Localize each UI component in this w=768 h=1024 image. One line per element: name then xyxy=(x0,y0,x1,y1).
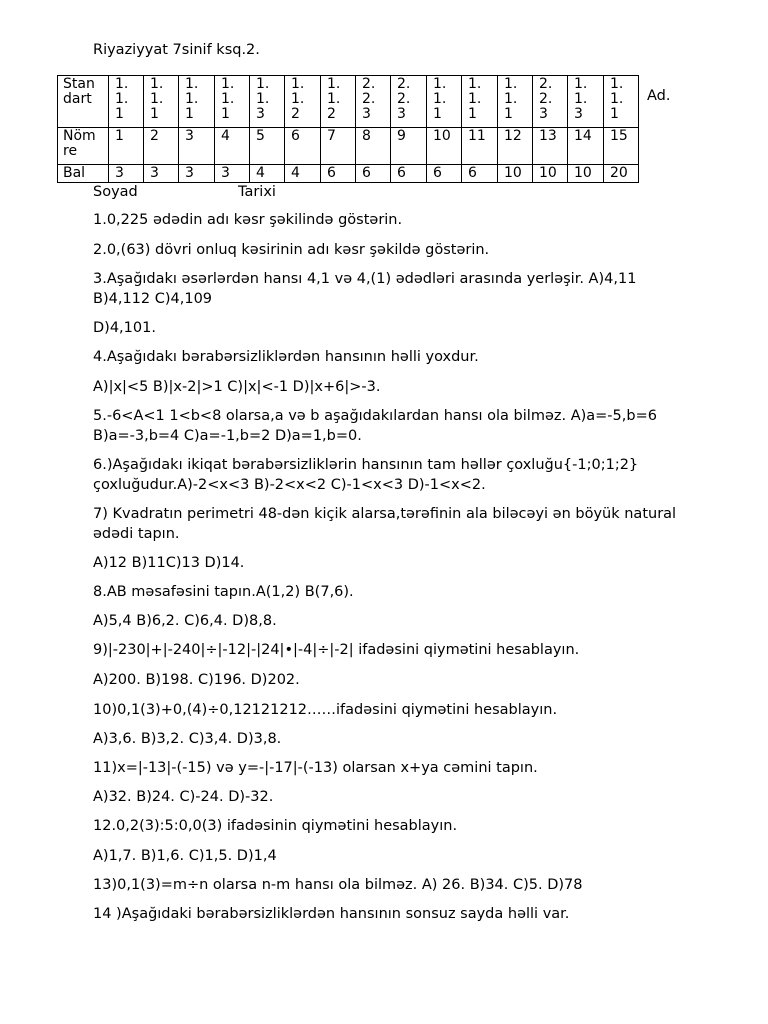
question-8-options: A)5,4 B)6,2. C)6,4. D)8,8. xyxy=(93,613,277,629)
question-8: 8.AB məsafəsini tapın.A(1,2) B(7,6). xyxy=(93,584,354,600)
standard-cell: 1. 1. 3 xyxy=(568,76,604,128)
score-cell: 6 xyxy=(391,165,427,183)
score-cell: 3 xyxy=(144,165,179,183)
date-label: Tarixi xyxy=(238,184,276,200)
question-14: 14 )Aşağıdaki bərabərsizliklərdən hansının sonsuz sayda həlli var. xyxy=(93,906,570,922)
page-title: Riyaziyyat 7sinif ksq.2. xyxy=(93,42,260,58)
standard-cell: 1. 1. 1 xyxy=(109,76,144,128)
number-cell: 2 xyxy=(144,128,179,165)
question-7: 7) Kvadratın perimetri 48-dən kiçik alarsa,tərəfinin ala biləcəyi ən böyük natural ədədi tapın. xyxy=(93,506,677,542)
surname-label: Soyad xyxy=(93,184,138,200)
standards-table xyxy=(57,75,639,183)
row-label-number: Nöm re xyxy=(58,128,109,165)
score-cell: 3 xyxy=(179,165,215,183)
score-cell: 4 xyxy=(285,165,321,183)
number-cell: 3 xyxy=(179,128,215,165)
standard-cell: 1. 1. 1 xyxy=(604,76,639,128)
number-cell: 6 xyxy=(285,128,321,165)
standard-cell: 1. 1. 1 xyxy=(427,76,462,128)
score-cell: 10 xyxy=(568,165,604,183)
standard-cell: 2. 2. 3 xyxy=(391,76,427,128)
score-cell: 3 xyxy=(109,165,144,183)
question-9-options: A)200. B)198. C)196. D)202. xyxy=(93,672,300,688)
score-cell: 3 xyxy=(215,165,250,183)
number-cell: 9 xyxy=(391,128,427,165)
score-cell: 4 xyxy=(250,165,285,183)
standard-cell: 1. 1. 2 xyxy=(285,76,321,128)
question-12-options: A)1,7. B)1,6. C)1,5. D)1,4 xyxy=(93,848,277,864)
standard-cell: 1. 1. 1 xyxy=(498,76,533,128)
question-10-options: A)3,6. B)3,2. C)3,4. D)3,8. xyxy=(93,731,282,747)
score-row xyxy=(58,165,639,183)
question-9: 9)|-230|+|-240|÷|-12|-|24|•|-4|÷|-2| ifadəsini qiymətini hesablayın. xyxy=(93,642,580,658)
number-cell: 13 xyxy=(533,128,568,165)
score-cell: 10 xyxy=(498,165,533,183)
number-row xyxy=(58,128,639,165)
score-cell: 6 xyxy=(462,165,498,183)
standard-cell: 1. 1. 1 xyxy=(215,76,250,128)
standard-cell: 1. 1. 2 xyxy=(321,76,356,128)
standard-cell: 1. 1. 1 xyxy=(144,76,179,128)
score-cell: 10 xyxy=(533,165,568,183)
number-cell: 4 xyxy=(215,128,250,165)
question-13: 13)0,1(3)=m÷n olarsa n-m hansı ola bilməz. A) 26. B)34. C)5. D)78 xyxy=(93,877,583,893)
score-cell: 20 xyxy=(604,165,639,183)
question-3: 3.Aşağıdakı əsərlərdən hansı 4,1 və 4,(1) ədədləri arasında yerləşir. A)4,11 B)4,112 C)4,109 xyxy=(93,271,637,307)
question-5: 5.-6<A<1 1<b<8 olarsa,a və b aşağıdakılardan hansı ola bilməz. A)a=-5,b=6 B)a=-3,b=4 C)a=-1,b=2 D)a=1,b=0. xyxy=(93,408,657,444)
question-11: 11)x=|-13|-(-15) və y=-|-17|-(-13) olarsan x+ya cəmini tapın. xyxy=(93,760,538,776)
score-cell: 6 xyxy=(427,165,462,183)
number-cell: 15 xyxy=(604,128,639,165)
number-cell: 8 xyxy=(356,128,391,165)
standard-cell: 1. 1. 1 xyxy=(462,76,498,128)
number-cell: 12 xyxy=(498,128,533,165)
number-cell: 5 xyxy=(250,128,285,165)
row-label-standard: Stan dart xyxy=(58,76,109,128)
question-2: 2.0,(63) dövri onluq kəsirinin adı kəsr şəkildə göstərin. xyxy=(93,242,490,258)
question-11-options: A)32. B)24. C)-24. D)-32. xyxy=(93,789,274,805)
question-4: 4.Aşağıdakı bərabərsizliklərdən hansının həlli yoxdur. xyxy=(93,349,479,365)
number-cell: 10 xyxy=(427,128,462,165)
number-cell: 7 xyxy=(321,128,356,165)
score-cell: 6 xyxy=(321,165,356,183)
question-6: 6.)Aşağıdakı ikiqat bərabərsizliklərin hansının tam həllər çoxluğu{-1;0;1;2} çoxluğudur.A)-2<x<3 B)-2<x<2 C)-1<x<3 D)-1<x<2. xyxy=(93,457,639,493)
standard-cell: 2. 2. 3 xyxy=(533,76,568,128)
question-4-options: A)|x|<5 B)|x-2|>1 C)|x|<-1 D)|x+6|>-3. xyxy=(93,379,381,395)
row-label-score: Bal xyxy=(58,165,109,183)
number-cell: 14 xyxy=(568,128,604,165)
score-cell: 6 xyxy=(356,165,391,183)
standard-cell: 1. 1. 1 xyxy=(179,76,215,128)
standard-row xyxy=(58,76,639,128)
name-label: Ad. xyxy=(647,88,671,104)
number-cell: 11 xyxy=(462,128,498,165)
question-10: 10)0,1(3)+0,(4)÷0,12121212……ifadəsini qiymətini hesablayın. xyxy=(93,702,558,718)
standard-cell: 1. 1. 3 xyxy=(250,76,285,128)
question-1: 1.0,225 ədədin adı kəsr şəkilində göstərin. xyxy=(93,212,403,228)
question-12: 12.0,2(3):5:0,0(3) ifadəsinin qiymətini hesablayın. xyxy=(93,818,458,834)
question-7-options: A)12 B)11C)13 D)14. xyxy=(93,555,245,571)
question-3-option-d: D)4,101. xyxy=(93,320,156,336)
number-cell: 1 xyxy=(109,128,144,165)
standard-cell: 2. 2. 3 xyxy=(356,76,391,128)
